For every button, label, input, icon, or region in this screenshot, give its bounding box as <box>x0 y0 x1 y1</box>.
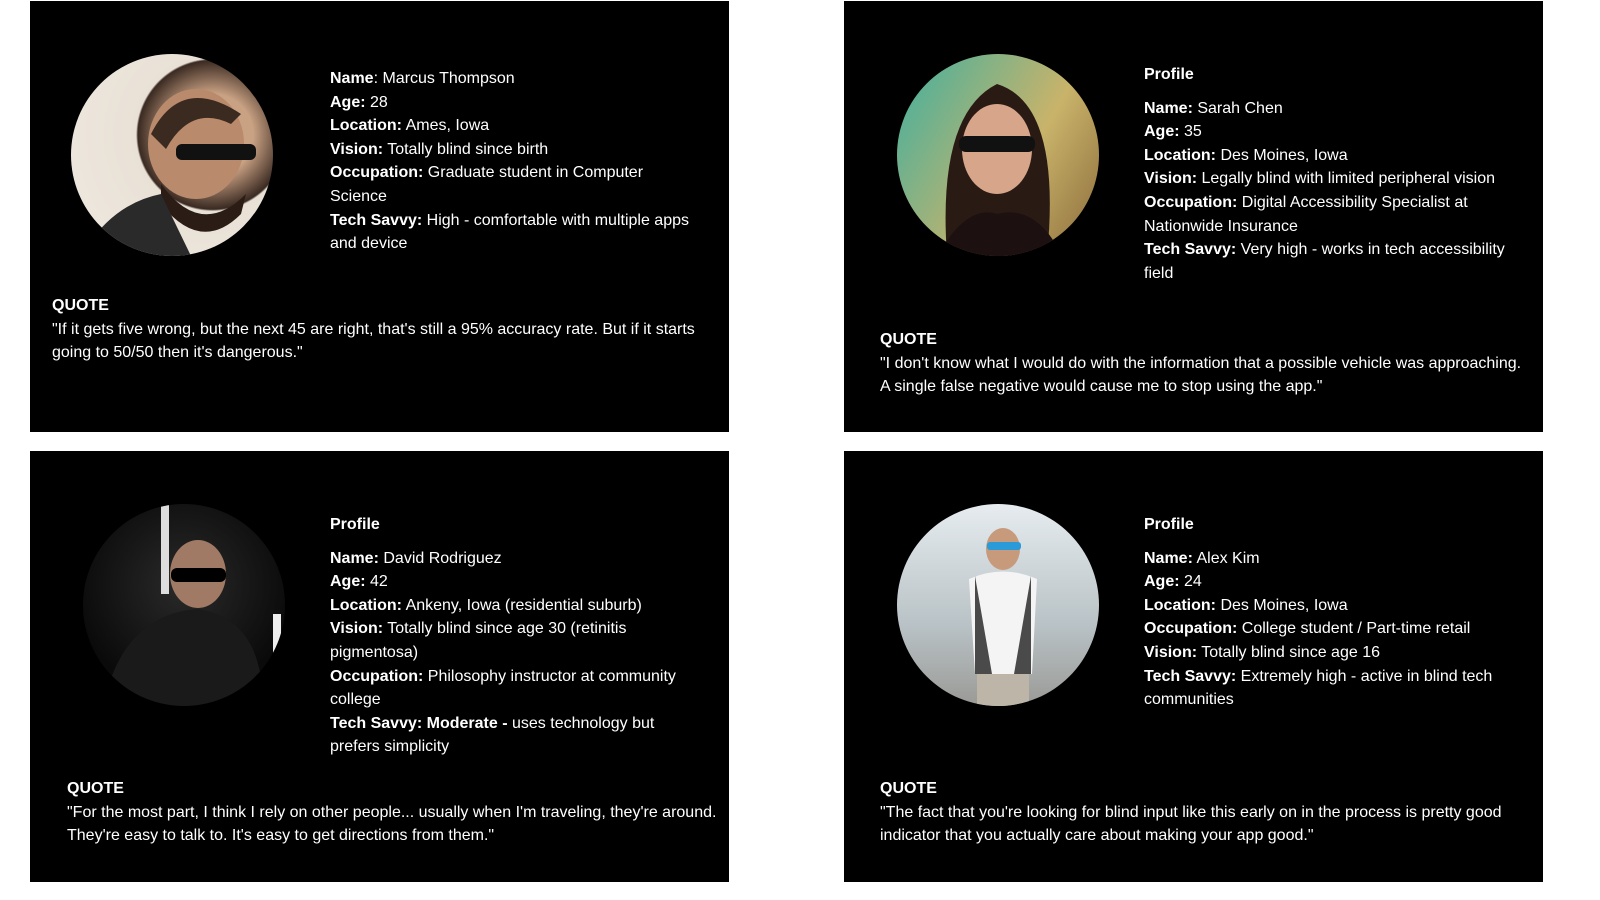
field-value: uses technology but prefers simplicity <box>330 714 655 756</box>
profile-field <box>330 91 700 115</box>
field-label: Age: <box>330 573 366 591</box>
profile-heading: Profile <box>1144 516 1194 533</box>
field-label: Tech Savvy: Moderate - <box>330 714 508 732</box>
profile-field <box>1144 97 1514 121</box>
quote-text: "I don't know what I would do with the information that a possible vehicle was approaching. A single false negative would cause me to stop using the app." <box>880 354 1522 396</box>
persona-card-marcus <box>30 1 729 432</box>
profile-heading: Profile <box>330 516 380 533</box>
profile-details <box>1144 63 1514 285</box>
field-label: Age: <box>1144 123 1180 141</box>
field-value: 42 <box>370 573 388 591</box>
field-label: Name: <box>1144 549 1193 567</box>
field-label: Vision: <box>1144 170 1198 188</box>
field-label: Occupation: <box>330 164 424 182</box>
field-label: Tech Savvy: <box>1144 241 1237 259</box>
profile-field <box>330 547 700 571</box>
person-photo-icon <box>71 54 273 256</box>
field-value: Des Moines, Iowa <box>1220 596 1348 614</box>
persona-card-david <box>30 451 729 882</box>
field-value: Totally blind since age 16 <box>1201 643 1380 661</box>
profile-field <box>330 665 700 712</box>
person-photo-icon <box>897 504 1099 706</box>
profile-field <box>1144 617 1514 641</box>
field-value: Marcus Thompson <box>382 70 515 87</box>
field-value: Des Moines, Iowa <box>1220 146 1348 164</box>
persona-quote <box>880 328 1530 399</box>
quote-heading: QUOTE <box>67 780 124 797</box>
field-label: Age: <box>330 93 366 111</box>
quote-text: "If it gets five wrong, but the next 45 are right, that's still a 95% accuracy rate. But if it starts going to 50/50 then it's dangerous." <box>52 320 695 362</box>
profile-field <box>1144 191 1514 238</box>
person-photo-icon <box>897 54 1099 256</box>
field-label: Location: <box>1144 146 1216 164</box>
field-value: David Rodriguez <box>383 549 502 567</box>
field-label: Tech Savvy: <box>1144 667 1237 685</box>
field-label: Vision: <box>1144 643 1198 661</box>
avatar-photo <box>83 504 285 706</box>
field-value: Very high - works in tech accessibility field <box>1144 241 1505 282</box>
field-label: Location: <box>330 117 402 135</box>
profile-details <box>330 513 700 759</box>
profile-field <box>330 209 700 256</box>
profile-field <box>330 594 700 618</box>
profile-field <box>1144 144 1514 168</box>
field-separator: : <box>373 70 383 87</box>
field-label: Location: <box>330 596 402 614</box>
field-label: Age: <box>1144 573 1180 591</box>
persona-card-sarah <box>844 1 1543 432</box>
persona-quote <box>67 777 717 848</box>
field-value: 28 <box>370 93 388 111</box>
profile-field <box>1144 665 1514 712</box>
field-value: Totally blind since birth <box>387 140 549 158</box>
profile-field <box>330 67 700 91</box>
avatar-photo <box>897 504 1099 706</box>
field-value: Philosophy instructor at community college <box>330 667 676 709</box>
profile-field <box>330 114 700 138</box>
profile-field <box>330 617 700 664</box>
quote-text: "The fact that you're looking for blind input like this early on in the process is pretty good indicator that you actually care about making your app good." <box>880 803 1502 845</box>
persona-card-alex <box>844 451 1543 882</box>
person-photo-icon <box>83 504 285 706</box>
field-label: Occupation: <box>330 667 424 685</box>
profile-field <box>330 570 700 594</box>
field-value: Ames, Iowa <box>405 117 490 135</box>
field-value: Graduate student in Computer Science <box>330 164 644 205</box>
quote-heading: QUOTE <box>52 297 109 314</box>
field-value: Totally blind since age 30 (retinitis pigmentosa) <box>330 620 627 661</box>
profile-field <box>1144 167 1514 191</box>
profile-field <box>330 138 700 162</box>
profile-field <box>1144 547 1514 571</box>
field-value: Legally blind with limited peripheral vision <box>1201 170 1495 188</box>
profile-field <box>1144 594 1514 618</box>
profile-field <box>1144 120 1514 144</box>
field-value: Digital Accessibility Specialist at Nationwide Insurance <box>1144 193 1468 235</box>
field-label: Name: <box>1144 99 1193 117</box>
field-value: High - comfortable with multiple apps and device <box>330 211 689 253</box>
field-label: Vision: <box>330 140 384 158</box>
field-label: Occupation: <box>1144 193 1238 211</box>
quote-text: "For the most part, I think I rely on other people... usually when I'm traveling, they're around. They're easy to talk to. It's easy to get directions from them." <box>67 803 717 845</box>
field-value: 24 <box>1184 573 1202 591</box>
profile-field <box>1144 570 1514 594</box>
field-label: Name: <box>330 549 379 567</box>
field-value: Extremely high - active in blind tech communities <box>1144 667 1493 709</box>
avatar-photo <box>71 54 273 256</box>
profile-heading: Profile <box>1144 66 1194 83</box>
field-value: 35 <box>1184 123 1202 141</box>
field-value: Sarah Chen <box>1197 99 1283 117</box>
field-value: Alex Kim <box>1196 549 1260 567</box>
profile-field <box>1144 238 1514 285</box>
profile-field <box>1144 641 1514 665</box>
profile-details <box>330 67 700 256</box>
field-value: Ankeny, Iowa (residential suburb) <box>405 596 642 614</box>
field-label: Location: <box>1144 596 1216 614</box>
persona-quote <box>52 294 702 365</box>
field-label: Tech Savvy: <box>330 211 423 229</box>
profile-field <box>330 161 700 208</box>
field-value: College student / Part-time retail <box>1241 620 1471 638</box>
quote-heading: QUOTE <box>880 331 937 348</box>
field-label: Occupation: <box>1144 620 1238 638</box>
profile-field <box>330 712 700 759</box>
profile-details <box>1144 513 1514 712</box>
avatar-photo <box>897 54 1099 256</box>
field-label: Vision: <box>330 620 384 638</box>
persona-quote <box>880 777 1530 848</box>
quote-heading: QUOTE <box>880 780 937 797</box>
field-label: Name <box>330 70 374 87</box>
